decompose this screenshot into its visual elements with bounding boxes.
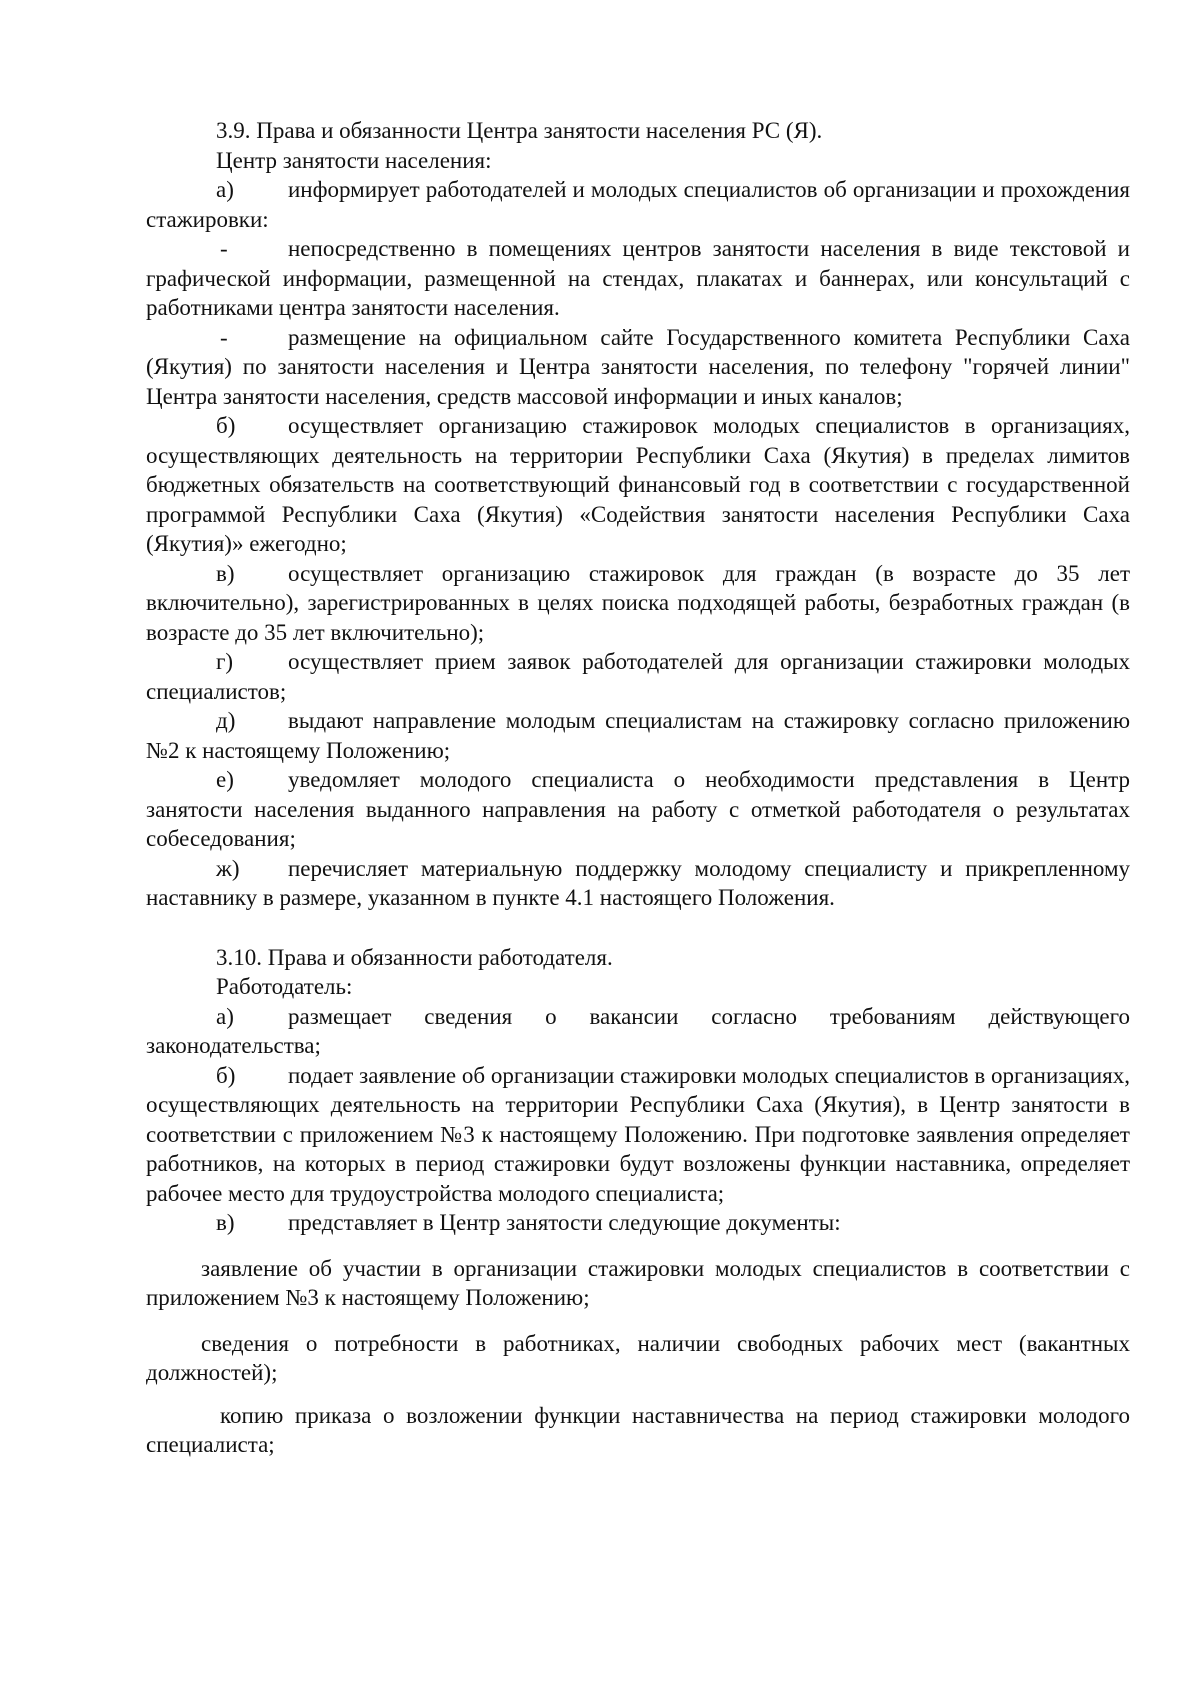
list-item (146, 647, 1130, 706)
list-item (146, 234, 1130, 323)
item-text: осуществляет организацию стажировок молодых специалистов в организациях, осуществляющих деятельность на территории Республики Саха (Якутия) в пределах лимитов бюджетных обязательств на соответствующий финансовый год в соответствии с государственной программой Республики Саха (Якутия) «Содействия занятости населения Республики Саха (Якутия)» ежегодно; (146, 413, 1130, 556)
item-label: а) (216, 1003, 234, 1029)
item-text: подает заявление об организации стажировки молодых специалистов в организациях, осуществляющих деятельность на территории Республики Саха (Якутия), в Центр занятости в соответствии с приложением №3 к настоящему Положению. При подготовке заявления определяет работников, на которых в период стажировки будут возложены функции наставника, определяет рабочее место для трудоустройства молодого специалиста; (146, 1062, 1130, 1206)
item-label: ж) (216, 855, 240, 881)
item-text: перечисляет материальную поддержку молодому специалисту и прикрепленному наставнику в размере, указанном в пункте 4.1 настоящего Положения. (146, 855, 1130, 910)
list-item (146, 175, 1130, 234)
item-text: выдают направление молодым специалистам на стажировку согласно приложению №2 к настоящему Положению; (146, 708, 1130, 763)
item-label: а) (216, 177, 234, 202)
list-item (146, 854, 1130, 913)
item-label: - (220, 324, 228, 350)
item-label: д) (216, 708, 236, 733)
list-item (146, 323, 1130, 412)
item-text: уведомляет молодого специалиста о необходимости представления в Центр занятости населения выданного направления на работу с отметкой работодателя о результатах собеседования; (146, 767, 1130, 851)
document-item: сведения о потребности в работниках, наличии свободных рабочих мест (вакантных должностей); (146, 1330, 1130, 1385)
item-label: б) (216, 1062, 236, 1088)
document-item: копию приказа о возложении функции наставничества на период стажировки молодого специалиста; (146, 1402, 1130, 1457)
document-item: заявление об участии в организации стажировки молодых специалистов в соответствии с приложением №3 к настоящему Положению; (146, 1255, 1130, 1310)
item-label: б) (216, 413, 236, 438)
item-label: г) (216, 649, 234, 674)
item-label: е) (216, 767, 234, 792)
list-item (146, 706, 1130, 765)
section-3-10-heading: 3.10. Права и обязанности работодателя. (216, 944, 613, 970)
list-item (146, 1061, 1130, 1209)
item-text: осуществляет прием заявок работодателей для организации стажировки молодых специалистов; (146, 649, 1130, 704)
item-text: непосредственно в помещениях центров занятости населения в виде текстовой и графической информации, размещенной на стендах, плакатах и баннерах, или консультаций с работниками центра занятости населения. (146, 236, 1130, 320)
list-item (146, 1002, 1130, 1061)
item-label: в) (216, 560, 235, 586)
list-item (146, 411, 1130, 559)
section-3-10-subject: Работодатель: (216, 974, 353, 999)
item-label: - (220, 236, 228, 261)
item-label: в) (216, 1210, 235, 1235)
item-text: размещение на официальном сайте Государственного комитета Республики Саха (Якутия) по занятости населения и Центра занятости населения, по телефону "горячей линии" Центра занятости населения, средств массовой информации и иных каналов; (146, 324, 1130, 409)
list-item (146, 559, 1130, 648)
item-text: осуществляет организацию стажировок для граждан (в возрасте до 35 лет включительно), зарегистрированных в целях поиска подходящей работы, безработных граждан (в возрасте до 35 лет включительно); (146, 560, 1130, 645)
item-text: информирует работодателей и молодых специалистов об организации и прохождения стажировки: (146, 177, 1130, 232)
section-3-9-heading: 3.9. Права и обязанности Центра занятости населения РС (Я). (216, 118, 823, 143)
list-item (146, 765, 1130, 854)
item-text: представляет в Центр занятости следующие документы: (288, 1210, 841, 1235)
list-item (146, 1208, 1130, 1238)
document-body (146, 116, 1130, 1460)
section-3-9-subject: Центр занятости населения: (216, 147, 492, 173)
item-text: размещает сведения о вакансии согласно требованиям действующего законодательства; (146, 1003, 1130, 1058)
